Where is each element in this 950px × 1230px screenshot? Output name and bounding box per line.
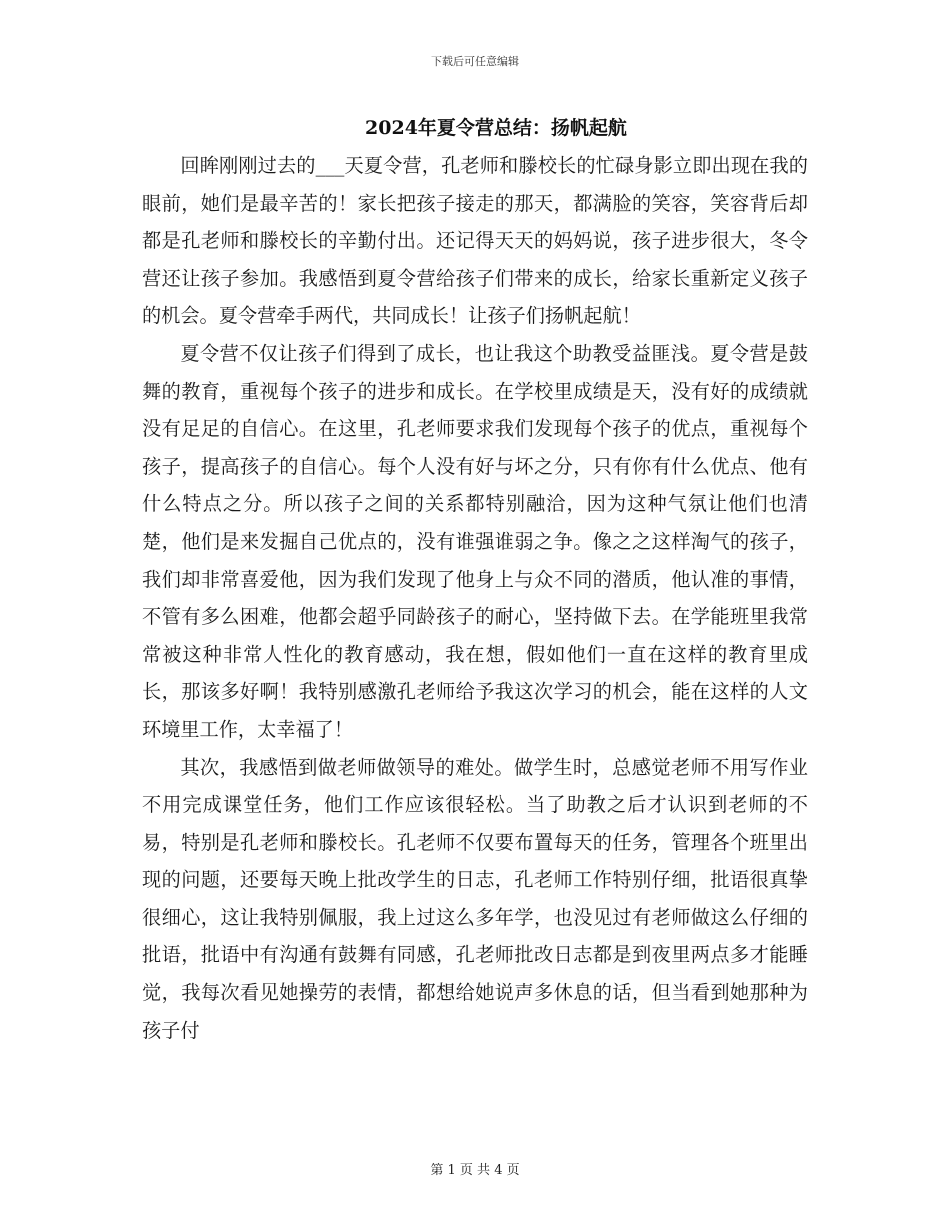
paragraph-2: 夏令营不仅让孩子们得到了成长，也让我这个助教受益匪浅。夏令营是鼓舞的教育，重视每个孩子的进步和成长。在学校里成绩是天，没有好的成绩就没有足足的自信心。在这里，孔老师要求我们发现每个孩子的优点，重视每个孩子，提高孩子的自信心。每个人没有好与坏之分，只有你有什么优点、他有什么特点之分。所以孩子之间的关系都特别融洽，因为这种气氛让他们也清楚，他们是来发掘自己优点的，没有谁强谁弱之争。像之之这样淘气的孩子，我们却非常喜爱他，因为我们发现了他身上与众不同的潜质，他认准的事情，不管有多么困难，他都会超乎同龄孩子的耐心，坚持做下去。在学能班里我常常被这种非常人性化的教育感动，我在想，假如他们一直在这样的教育里成长，那该多好啊！我特别感激孔老师给予我这次学习的机会，能在这样的人文环境里工作，太幸福了！ (142, 341, 808, 741)
page-header-note: 下载后可任意编辑 (431, 55, 519, 68)
document-title: 2024年夏令营总结：扬帆起航 (365, 117, 627, 139)
page-number-footer: 第 1 页 共 4 页 (430, 1163, 520, 1178)
document-body (142, 147, 808, 1049)
paragraph-1: 回眸刚刚过去的___天夏令营，孔老师和滕校长的忙碌身影立即出现在我的眼前，她们是最辛苦的！家长把孩子接走的那天，都满脸的笑容，笑容背后却都是孔老师和滕校长的辛勤付出。还记得天天的妈妈说，孩子进步很大，冬令营还让孩子参加。我感悟到夏令营给孩子们带来的成长，给家长重新定义孩子的机会。夏令营牵手两代，共同成长！让孩子们扬帆起航！ (142, 154, 808, 328)
paragraph-3: 其次，我感悟到做老师做领导的难处。做学生时，总感觉老师不用写作业不用完成课堂任务，他们工作应该很轻松。当了助教之后才认识到老师的不易，特别是孔老师和滕校长。孔老师不仅要布置每天的任务，管理各个班里出现的问题，还要每天晚上批改学生的日志，孔老师工作特别仔细，批语很真挚很细心，这让我特别佩服，我上过这么多年学，也没见过有老师做这么仔细的批语，批语中有沟通有鼓舞有同感，孔老师批改日志都是到夜里两点多才能睡觉，我每次看见她操劳的表情，都想给她说声多休息的话，但当看到她那种为孩子付 (142, 755, 808, 1042)
